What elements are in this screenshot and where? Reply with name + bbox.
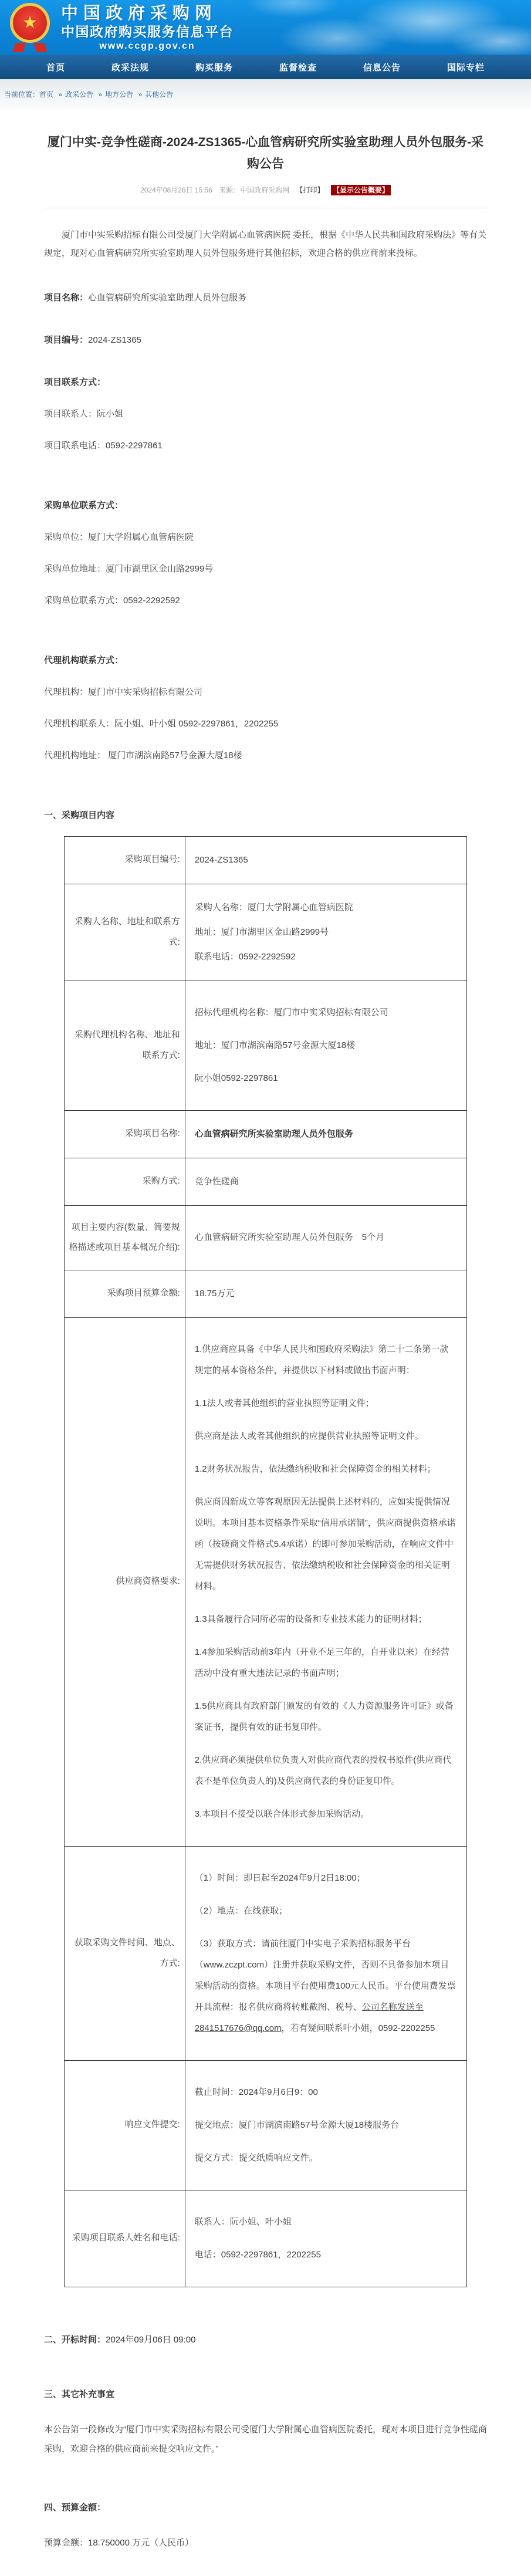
info-value: 心血管病研究所实验室助理人员外包服务 [88, 292, 247, 303]
info-line [44, 749, 487, 763]
cell-paragraph [195, 1124, 457, 1145]
info-value: 采购单位联系方式：0592-2292592 [44, 595, 180, 606]
cell-paragraph: 2.供应商必须提供单位负责人对供应商代表的授权书原件(供应商代表不是单位负责人的)及供应商代表的身份证复印件。 [194, 1754, 452, 1786]
row-label: 采购人名称、地址和联系方式: [64, 884, 185, 981]
table-row [64, 1270, 466, 1317]
cell-paragraph: 地址：厦门市湖里区金山路2999号 [194, 927, 329, 937]
cell-paragraph: 3.本项目不接受以联合体形式参加采购活动。 [194, 1808, 370, 1819]
table-row [64, 1205, 466, 1270]
cell-paragraph: 电话：0592-2297861，2202255 [194, 2249, 321, 2260]
nav-item[interactable]: 政采法规 [111, 62, 149, 73]
contact-info-section [44, 291, 487, 763]
print-button[interactable]: 【打印】 [296, 185, 324, 194]
info-line [44, 717, 487, 731]
table-row [64, 1158, 466, 1205]
article-content [0, 132, 531, 2576]
row-value [185, 1317, 466, 1846]
main-nav [0, 55, 531, 79]
cell-paragraph: 心血管病研究所实验室助理人员外包服务 5个月 [194, 1232, 385, 1242]
row-label: 采购项目预算金额: [64, 1270, 185, 1317]
cell-paragraph: 地址：厦门市湖滨南路57号金源大厦18楼 [194, 1040, 356, 1050]
cell-paragraph: 1.4参加采购活动前3年内（开业不足三年的，自开业以来）在经营活动中没有重大违法记录的书面声明； [194, 1647, 449, 1678]
table-row [64, 2190, 466, 2287]
row-value [185, 884, 466, 981]
info-line [44, 407, 487, 421]
info-line [44, 439, 487, 453]
nav-item[interactable]: 监督检查 [279, 62, 317, 73]
cell-paragraph: 1.2财务状况报告，依法缴纳税收和社会保障资金的相关材料； [194, 1463, 436, 1474]
info-value: 采购单位地址：厦门市湖里区金山路2999号 [44, 563, 214, 574]
page-title: 厦门中实-竞争性磋商-2024-ZS1365-心血管病研究所实验室助理人员外包服务-采购公告 [47, 136, 484, 171]
info-line [44, 530, 487, 545]
procurement-table-body [64, 836, 466, 2287]
info-label: 项目名称： [44, 292, 89, 303]
table-row [64, 884, 466, 981]
breadcrumb-items [39, 89, 173, 99]
nav-item[interactable]: 信息公告 [363, 62, 401, 73]
info-line [44, 562, 487, 576]
table-row [64, 1846, 466, 2060]
site-title: 中国政府采购网 [61, 4, 218, 23]
breadcrumb-separator: » [138, 90, 143, 99]
breadcrumb-separator: » [58, 90, 63, 99]
ribbon-decoration [33, 43, 47, 52]
cell-paragraph: 供应商因新成立等客观原因无法提供上述材料的，应如实提供情况说明。本项目基本资格条件采取“信用承诺制”，供应商提供资格承诺函（按磋商文件格式5.4承诺）的即可参加采购活动，在响应文件中无需提供财务状况报告、依法缴纳税收和社会保障资金的相关证明材料。 [194, 1496, 456, 1591]
cell-paragraph: 联系人：阮小姐、叶小姐 [194, 2216, 292, 2227]
cell-paragraph: 1.3具备履行合同所必需的设备和专业技术能力的证明材料； [194, 1614, 427, 1624]
breadcrumb-item [95, 90, 133, 99]
row-label: 采购方式: [64, 1158, 185, 1205]
info-label: 项目联系方式： [44, 377, 106, 387]
breadcrumb-link[interactable]: 政采公告 [65, 90, 94, 99]
cell-paragraph: 18.75万元 [194, 1288, 235, 1299]
text-run: ，若有疑问联系叶小姐，0592-2202255 [281, 2023, 435, 2033]
breadcrumb-link[interactable]: 其他公告 [145, 90, 174, 99]
info-label: 项目编号： [44, 334, 89, 345]
breadcrumb-item [135, 90, 173, 99]
row-value [185, 981, 466, 1110]
cell-paragraph: 提交方式：提交纸质响应文件。 [194, 2152, 318, 2163]
nav-item[interactable]: 首页 [46, 62, 65, 73]
breadcrumb-link[interactable]: 地方公告 [105, 90, 134, 99]
site-subtitle: 中国政府购买服务信息平台 [61, 23, 234, 39]
section-2-label: 二、开标时间： [44, 2334, 106, 2345]
nav-item[interactable]: 国际专栏 [447, 62, 485, 73]
site-identity [61, 5, 234, 52]
section-3-body: 本公告第一段修改为“厦门市中实采购招标有限公司受厦门大学附属心血管病医院委托，现对本项目进行竞争性磋商采购，欢迎合格的供应商前来提交响应文件。” [44, 2424, 488, 2454]
row-label: 采购项目名称: [64, 1110, 185, 1158]
cell-paragraph: 提交地点：厦门市湖滨南路57号金源大厦18楼服务台 [194, 2119, 400, 2130]
ribbon-decoration [12, 43, 26, 52]
breadcrumb-separator: » [98, 90, 103, 99]
info-value: 代理机构地址： 厦门市湖滨南路57号金源大厦18楼 [44, 750, 242, 760]
info-value: 2024-ZS1365 [88, 334, 141, 345]
breadcrumb-item [39, 90, 53, 99]
email-link[interactable]: 公司名称发送至2841517676@qq.com [194, 2002, 424, 2033]
info-line [44, 654, 487, 668]
info-line [44, 499, 487, 513]
article-meta [44, 185, 487, 208]
row-value [185, 1205, 466, 1270]
row-value [185, 836, 466, 884]
article-source: 来源：中国政府采购网 [219, 185, 290, 194]
budget-amount: 预算金额：18.750000 万元（人民币） [44, 2537, 194, 2548]
breadcrumb [0, 79, 531, 109]
row-label: 供应商资格要求: [64, 1317, 185, 1846]
info-value: 代理机构：厦门市中实采购招标有限公司 [44, 687, 203, 697]
table-row [64, 2060, 466, 2190]
row-value [185, 1158, 466, 1205]
cell-paragraph: （2）地点：在线获取； [194, 1905, 288, 1916]
cell-paragraph [195, 1933, 457, 2039]
cell-paragraph: 1.供应商应具备《中华人民共和国政府采购法》第二十二条第一款规定的基本资格条件，并提供以下材料或做出书面声明： [194, 1344, 449, 1375]
cell-paragraph: 采购人名称：厦门大学附属心血管病医院 [194, 902, 353, 912]
row-label: 采购代理机构名称、地址和联系方式: [64, 981, 185, 1110]
row-label: 采购项目联系人姓名和电话: [64, 2190, 185, 2287]
cell-paragraph: 招标代理机构名称：厦门市中实采购招标有限公司 [194, 1007, 388, 1017]
row-label: 项目主要内容(数量、简要规格描述或项目基本概况介绍): [64, 1205, 185, 1270]
cloud-decoration [246, 0, 340, 18]
emblem-ring [10, 3, 50, 43]
bid-opening-time: 2024年09月06日 09:00 [106, 2334, 196, 2345]
row-value [185, 1270, 466, 1317]
row-value [185, 1846, 466, 2060]
procurement-table [64, 836, 467, 2287]
breadcrumb-link[interactable]: 首页 [39, 90, 54, 99]
show-summary-button[interactable]: 【显示公告概要】 [331, 185, 391, 195]
info-value: 项目联系人：阮小姐 [44, 408, 124, 419]
cloud-decoration [279, 18, 396, 55]
table-row [64, 1317, 466, 1846]
table-row [64, 1110, 466, 1158]
site-banner [0, 0, 531, 55]
text-run: 心血管病研究所实验室助理人员外包服务 [194, 1128, 353, 1139]
row-value [185, 2190, 466, 2287]
table-row [64, 981, 466, 1110]
cell-paragraph: 1.1法人或者其他组织的营业执照等证明文件； [194, 1398, 374, 1408]
section-3-heading: 三、其它补充事宜 [44, 2389, 115, 2399]
cell-paragraph: 竞争性磋商 [194, 1176, 239, 1186]
national-emblem-logo[interactable] [7, 2, 53, 53]
info-line [44, 594, 487, 608]
row-label: 响应文件提交: [64, 2060, 185, 2190]
cell-paragraph: （1）时间：即日起至2024年9月2日18:00； [194, 1872, 366, 1883]
breadcrumb-item [55, 90, 93, 99]
nav-item[interactable]: 购买服务 [195, 62, 233, 73]
table-row [64, 836, 466, 884]
section-4-heading: 四、预算金额： [44, 2502, 106, 2513]
cell-paragraph: 阮小姐0592-2297861 [194, 1073, 278, 1083]
section-1-heading: 一、采购项目内容 [44, 810, 115, 820]
info-line [44, 333, 487, 347]
info-value: 采购单位：厦门大学附属心血管病医院 [44, 532, 194, 542]
info-label: 采购单位联系方式： [44, 500, 124, 511]
intro-paragraph: 厦门市中实采购招标有限公司受厦门大学附属心血管病医院 委托，根据《中华人民共和国政府采购法》等有关规定，现对心血管病研究所实验室助理人员外包服务进行其他招标，欢迎合格的供应商前来投标。 [44, 229, 487, 258]
cell-paragraph: 供应商是法人或者其他组织的应提供营业执照等证明文件。 [194, 1431, 424, 1441]
info-value: 项目联系电话：0592-2297861 [44, 440, 163, 451]
star-icon: ★ [22, 13, 38, 32]
info-line [44, 376, 487, 390]
row-label: 采购项目编号: [64, 836, 185, 884]
row-value [185, 1110, 466, 1158]
cell-paragraph: 截止时间：2024年9月6日9：00 [194, 2087, 318, 2097]
cell-paragraph: 1.5供应商具有政府部门颁发的有效的《人力资源服务许可证》或备案证书，提供有效的证书复印件。 [194, 1701, 454, 1732]
cell-paragraph: 2024-ZS1365 [194, 854, 248, 865]
info-line [44, 291, 487, 305]
publish-datetime: 2024年08月26日 15:56 [140, 185, 212, 194]
row-label: 获取采购文件时间、地点、方式: [64, 1846, 185, 2060]
site-url: www.ccgp.gov.cn [99, 40, 195, 51]
info-label: 代理机构联系方式： [44, 655, 124, 665]
info-line [44, 685, 487, 699]
info-value: 代理机构联系人：阮小姐、叶小姐 0592-2297861，2202255 [44, 718, 279, 729]
text-run: （3）获取方式：请前往厦门中实电子采购招标服务平台（www.zczpt.com）注册并获取采购文件，否则不具备参加本项目采购活动的资格。本项目平台使用费100元人民币。平台使用费发票开具流程：报名供应商将转账截图、税号、 [194, 1938, 456, 2012]
row-value [185, 2060, 466, 2190]
section-2 [44, 2333, 487, 2345]
breadcrumb-prefix: 当前位置： [4, 90, 40, 99]
cell-paragraph: 联系电话：0592-2292592 [194, 951, 296, 962]
